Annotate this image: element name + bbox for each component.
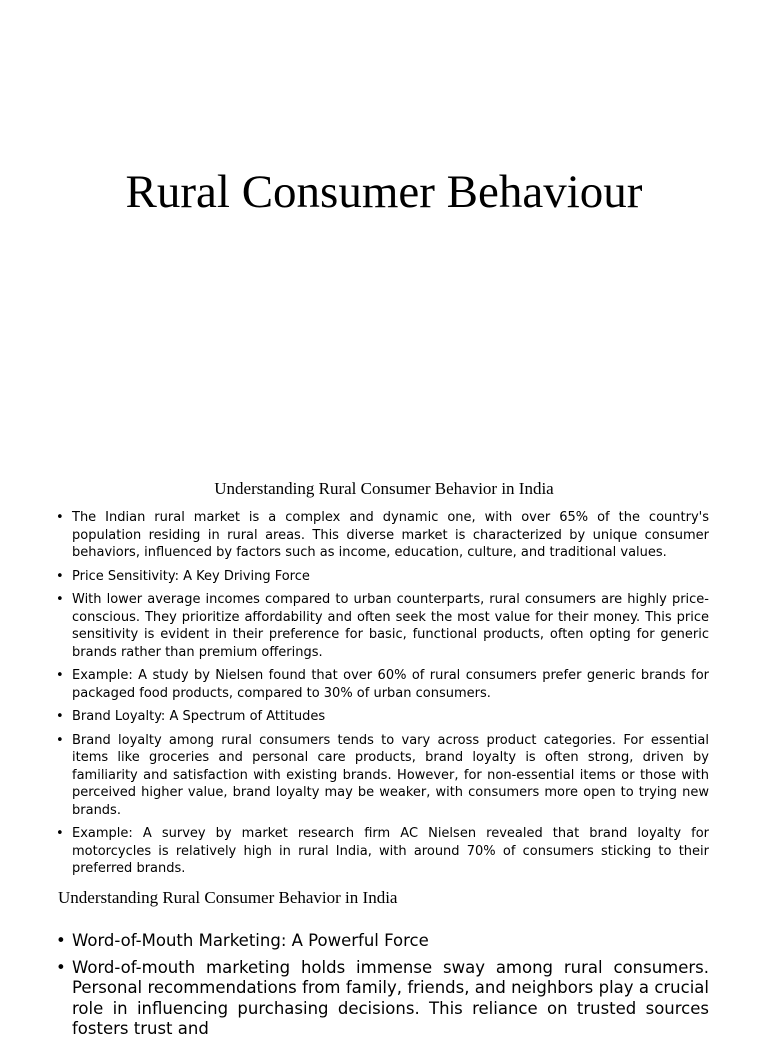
bullet-dot-icon: • [56, 510, 64, 525]
bullet-text: Price Sensitivity: A Key Driving Force [72, 568, 310, 584]
bullet-text: Word-of-mouth marketing holds immense sway among rural consumers. Personal recommendations from family, friends, and neighbors play a crucial role in influencing purchasing decisions. This reliance on trusted sources fosters trust and [72, 957, 709, 1038]
bullet-text: Word-of-Mouth Marketing: A Powerful Force [72, 931, 429, 950]
bullet-dot-icon: • [56, 957, 66, 977]
bullet-item [54, 591, 709, 661]
slide-2-bullet-list [54, 509, 709, 884]
bullet-item [54, 825, 709, 878]
bullet-dot-icon: • [56, 732, 64, 748]
bullet-text: Example: A study by Nielsen found that over 60% of rural consumers prefer generic brands for packaged food products, compared to 30% of urban consumers. [72, 668, 709, 701]
bullet-text: Example: A survey by market research firm AC Nielsen revealed that brand loyalty for motorcycles is relatively high in rural India, with around 70% of consumers sticking to their preferred brands. [72, 826, 709, 876]
bullet-item [54, 732, 709, 820]
bullet-item [54, 708, 709, 726]
bullet-item [54, 667, 709, 702]
bullet-item [54, 931, 709, 952]
bullet-item [54, 509, 709, 562]
bullet-text: With lower average incomes compared to urban counterparts, rural consumers are highly price-conscious. They prioritize affordability and often seek the most value for their money. This price sensitivity is evident in their preference for basic, functional products, often opting for generic brands rather than premium offerings. [72, 592, 709, 660]
slide-2-title: Understanding Rural Consumer Behavior in India [214, 479, 554, 498]
bullet-dot-icon: • [56, 568, 64, 584]
slide-3-title: Understanding Rural Consumer Behavior in India [58, 888, 398, 907]
slide-1-title: Rural Consumer Behaviour [125, 166, 643, 218]
bullet-dot-icon: • [56, 592, 64, 607]
bullet-dot-icon: • [56, 931, 66, 950]
bullet-item [54, 958, 709, 1040]
bullet-text: The Indian rural market is a complex and dynamic one, with over 65% of the country's population residing in rural areas. This diverse market is characterized by unique consumer behaviors, influenced by factors such as income, education, culture, and traditional values. [72, 510, 709, 560]
bullet-dot-icon: • [56, 668, 64, 683]
bullet-dot-icon: • [56, 709, 64, 724]
bullet-text: Brand Loyalty: A Spectrum of Attitudes [72, 709, 326, 724]
bullet-text: Brand loyalty among rural consumers tends to vary across product categories. For essential items like groceries and personal care products, brand loyalty is often strong, driven by familiarity and satisfaction with existing brands. However, for non-essential items or those with perceived higher value, brand loyalty may be weaker, with consumers more open to trying new brands. [72, 732, 709, 818]
slide-3-bullet-list [54, 931, 709, 1046]
bullet-item [54, 568, 709, 586]
bullet-dot-icon: • [56, 826, 64, 841]
